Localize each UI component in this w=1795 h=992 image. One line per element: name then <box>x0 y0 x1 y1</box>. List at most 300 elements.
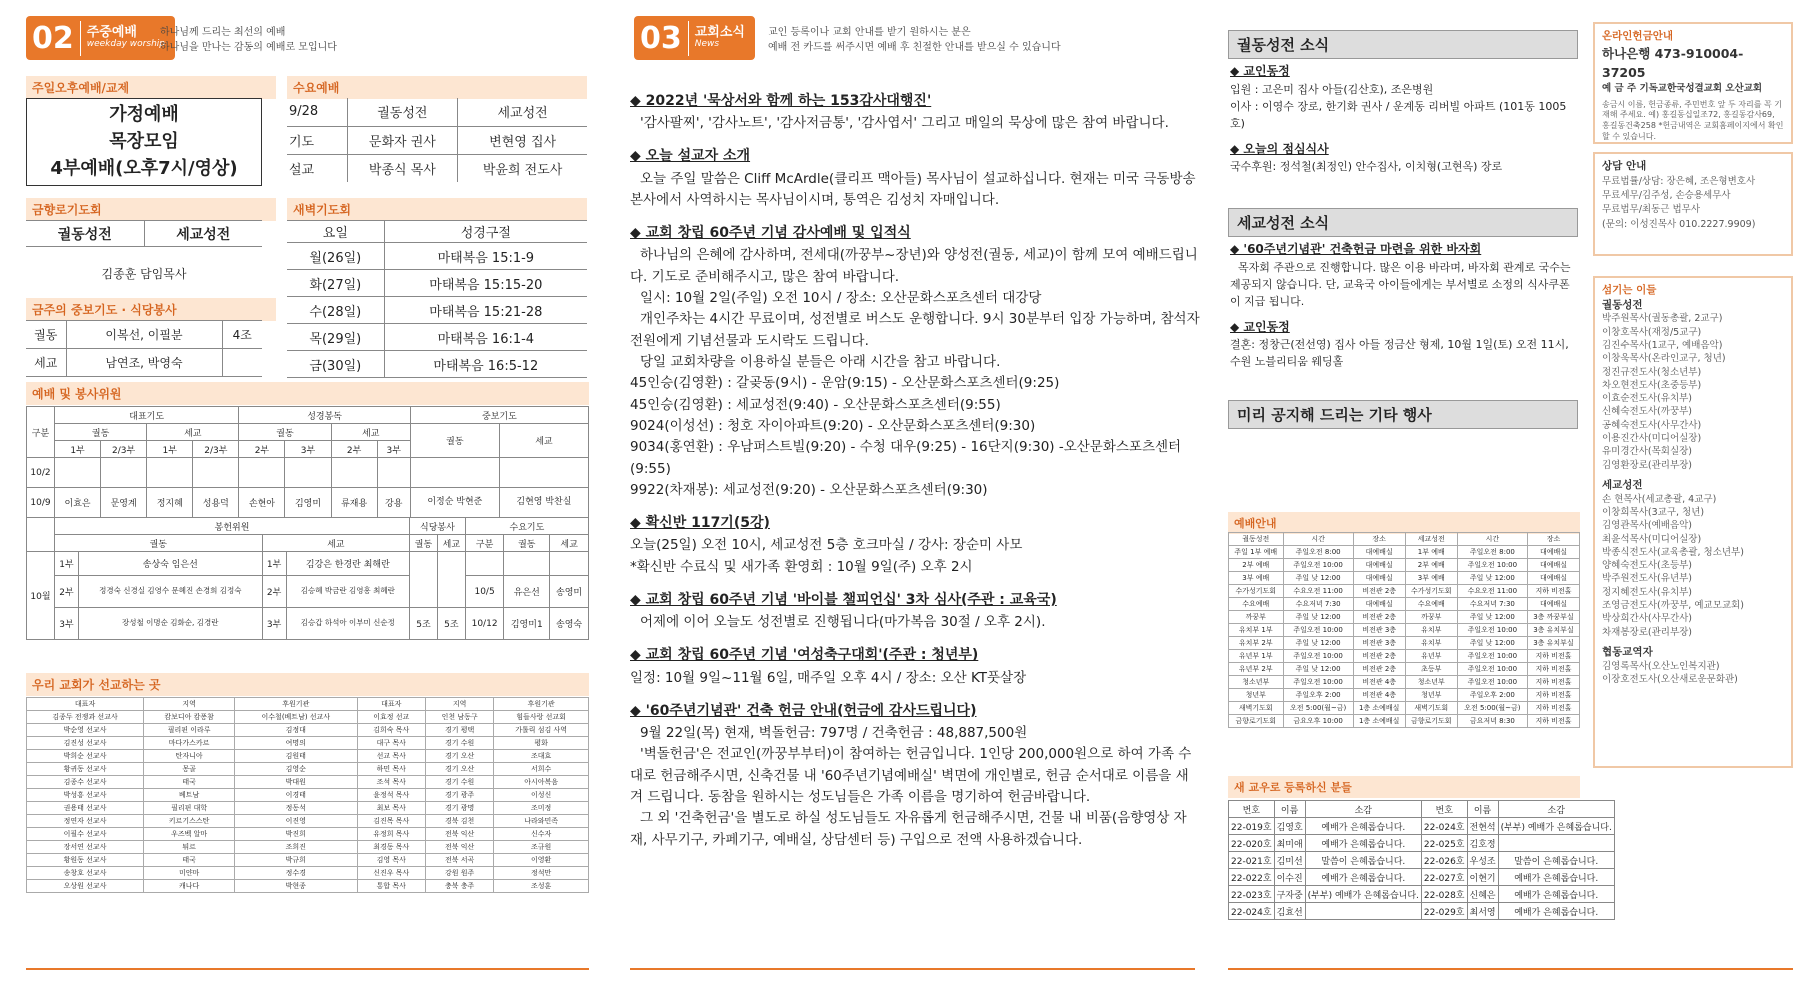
worship-cell: 주일오전 10:00 <box>1283 559 1353 572</box>
newcomer-cell: (부부) 예배가 은혜롭습니다. <box>1305 886 1421 903</box>
worship-cell: 3층 유치부실 <box>1527 637 1579 650</box>
mission-cell: 조희진 <box>235 841 358 854</box>
newcomer-cell <box>1305 903 1421 920</box>
page-03-bottom-rule <box>630 968 1195 970</box>
worship-cell: 대예배실 <box>1527 559 1579 572</box>
worship-row <box>1229 663 1580 676</box>
mission-cell: 박순영 선교사 <box>27 724 144 737</box>
worship-cell: 금요저녁 8:30 <box>1457 715 1527 728</box>
mission-cell: 김정대 <box>235 724 358 737</box>
mission-row <box>27 828 589 841</box>
mission-cell: 이경태 <box>235 789 358 802</box>
mission-cell: 이필수 선교사 <box>27 828 144 841</box>
mission-cell: 박대원 <box>235 776 358 789</box>
mission-cell: 조규원 <box>494 841 589 854</box>
worship-cell: 유치부 2부 <box>1229 637 1284 650</box>
worship-cell: 대예배실 <box>1527 546 1579 559</box>
mission-cell: 김종수 선교사 <box>27 776 144 789</box>
section-title-en: News <box>694 39 720 50</box>
worship-cell: 유년부 2부 <box>1229 663 1284 676</box>
article-line: 9922(차재봉): 세교성전(9:20) - 오산문화스포츠센터(9:30) <box>630 481 988 498</box>
worship-cell: 오전 5:00(월~금) <box>1457 702 1527 715</box>
worship-cell: 수요예배 <box>1405 598 1457 611</box>
staff-member: 김진수목사(1교구, 예배음악) <box>1602 339 1723 351</box>
worship-cell: 지하 비전홀 <box>1527 689 1579 702</box>
mission-cell: 김종두 전쟁과 선교사 <box>27 711 144 724</box>
worship-cell: 대예배실 <box>1527 572 1579 585</box>
newcomer-row <box>1229 835 1615 852</box>
newcomer-cell: 말씀이 은혜롭습니다. <box>1305 852 1421 869</box>
worship-cell: 주일오전 8:00 <box>1457 546 1527 559</box>
worship-cell: 주일오전 10:00 <box>1457 559 1527 572</box>
mission-cell: 유정희 목사 <box>357 828 425 841</box>
article-paragraph: 개인주차는 4시간 무료이며, 성전별로 버스도 운행합니다. 9시 30분부터 입장 가능하며, 참석자 전원에게 기념선물과 도시락도 드립니다. <box>630 311 1200 349</box>
section-02-badge <box>26 16 175 60</box>
newcomer-cell: 전현석 <box>1467 818 1498 835</box>
mission-cell: 조석 목사 <box>357 776 425 789</box>
article-paragraph: '벽돌헌금'은 전교인(까꿍부부터)이 참여하는 헌금입니다. 1인당 200,000원으로 하여 가족 수대로 헌금해주시면, 신축건물 내 '60주년기념예배실' 벽면에 개인별로, 헌금 순서대로 이름을 새겨 드립니다. 동참을 원하시는 성도님들은 가족 이름을 명기하여 헌금바랍니다. <box>630 746 1192 805</box>
staff-member: 김영환장로(관리부장) <box>1602 459 1693 471</box>
worship-cell: 새벽기도회 <box>1405 702 1457 715</box>
worship-cell: 주일오후 2:00 <box>1457 689 1527 702</box>
staff-member: 박상희간사(사무간사) <box>1602 613 1693 625</box>
worship-cell: 유년부 <box>1405 650 1457 663</box>
newcomer-cell: 예배가 은혜롭습니다. <box>1305 818 1421 835</box>
mission-cell: 경기 광주 <box>425 789 493 802</box>
mission-cell: 김희숙 목사 <box>357 724 425 737</box>
worship-guide-tag: 예배안내 <box>1228 512 1580 534</box>
staff-member: 신혜숙전도사(까꿍부) <box>1602 406 1693 418</box>
news-article <box>630 700 1200 851</box>
mission-cell: 박희순 선교사 <box>27 750 144 763</box>
worship-cell: 주일오후 2:00 <box>1283 689 1353 702</box>
worship-row <box>1229 702 1580 715</box>
worship-cell: 주일 1부 예배 <box>1229 546 1284 559</box>
article-heading: ◆ 확신반 117기(5강) <box>630 515 770 532</box>
worship-cell: 대예배실 <box>1527 598 1579 611</box>
mission-cell: 송창호 선교사 <box>27 867 144 880</box>
bank-account: 하나은행 473-910004-37205 <box>1602 45 1744 80</box>
mission-row <box>27 789 589 802</box>
newcomer-cell: 김영호 <box>1274 818 1305 835</box>
article-paragraph: 당일 교회차량을 이용하실 분들은 아래 시간을 참고 바랍니다. <box>640 353 1001 370</box>
worship-cell: 수가성기도회 <box>1229 585 1284 598</box>
article-heading: ◆ 교회 창립 60주년 기념 '여성축구대회'(주관 : 청년부) <box>630 647 979 664</box>
mission-cell: 정동석 <box>235 802 358 815</box>
worship-cell: 청년부 <box>1229 689 1284 702</box>
worship-cell: 지하 비전홀 <box>1527 715 1579 728</box>
mission-cell: 선교 목사 <box>357 750 425 763</box>
news-bottom-rule <box>1228 968 1793 970</box>
mission-cell: 정연자 선교사 <box>27 815 144 828</box>
staff-member: 이창호목사(재정/5교구) <box>1602 326 1702 338</box>
newcomer-cell: 최미애 <box>1274 835 1305 852</box>
mission-row <box>27 763 589 776</box>
section-intro: 하나님께 드리는 최선의 예배 하나님을 만나는 감동의 예배로 모입니다 <box>160 27 337 53</box>
mission-cell: 김영 목사 <box>357 854 425 867</box>
section-number: 02 <box>32 21 81 56</box>
mission-cell: 이효정 선교 <box>357 711 425 724</box>
newcomer-row <box>1229 852 1615 869</box>
worship-row <box>1229 637 1580 650</box>
worship-row <box>1229 676 1580 689</box>
worship-row <box>1229 559 1580 572</box>
worship-cell: 수요저녁 7:30 <box>1283 598 1353 611</box>
news-articles <box>630 90 1200 851</box>
worship-cell: 주일오전 10:00 <box>1457 650 1527 663</box>
newcomer-cell: 예배가 은혜롭습니다. <box>1498 903 1614 920</box>
newcomer-cell: 22-021호 <box>1229 852 1275 869</box>
mission-row <box>27 724 589 737</box>
worship-row <box>1229 624 1580 637</box>
mission-row <box>27 880 589 893</box>
news-article <box>630 222 1200 501</box>
worship-row <box>1229 689 1580 702</box>
article-paragraph: 그 외 '건축헌금'을 별도로 하실 성도님들도 자유롭게 헌금해주시면, 건물 내 비품(음향영상 자재, 사무기구, 카페기구, 예배실, 상담센터 등) 구입으로 전액 사용하겠습니다. <box>630 810 1187 848</box>
mission-cell: 황원동 선교사 <box>27 854 144 867</box>
newcomer-cell: 신혜은 <box>1467 886 1498 903</box>
section-intro: 교인 등록이나 교회 안내를 받기 원하시는 분은 예배 전 카드를 써주시면 예배 후 친절한 안내를 받으실 수 있습니다 <box>768 27 1061 53</box>
worship-cell: 유치부 <box>1405 624 1457 637</box>
mission-row <box>27 802 589 815</box>
section-title-en: weekday worship <box>86 39 165 50</box>
worship-cell: 초등부 <box>1405 663 1457 676</box>
mission-cell: 조성훈 <box>494 880 589 893</box>
mission-table <box>26 697 589 893</box>
worship-row <box>1229 585 1580 598</box>
usher-table: 궐동 이복선, 이필분 4조 세교 남연조, 박영숙 <box>26 320 262 377</box>
newcomer-cell: 최서영 <box>1467 903 1498 920</box>
mission-cell: 경기 평택 <box>425 724 493 737</box>
worship-cell: 비전관 3층 <box>1353 637 1405 650</box>
mission-cell: 가톨릭 섬김 사역 <box>494 724 589 737</box>
worship-cell: 금향로기도회 <box>1229 715 1284 728</box>
article-gap <box>630 633 1200 644</box>
mission-cell: 경기 수원 <box>425 737 493 750</box>
section-number: 03 <box>640 21 689 56</box>
mission-row <box>27 711 589 724</box>
worship-cell: 3층 까꿍부실 <box>1527 611 1579 624</box>
section-title: 주중예배 <box>86 24 137 40</box>
newcomer-cell: 22-029호 <box>1421 903 1467 920</box>
dawn-prayer-table: 요일 성경구절 월(26일) 마태복음 15:1-9 화(27일) 마태복음 15:15-20 수(28일) 마태복음 15:21-28 목(29일) 마태복음 16:1-4 금(30일) 마태복음 16:5-12 <box>287 220 587 378</box>
mission-tag: 우리 교회가 선교하는 곳 <box>26 673 589 696</box>
staff-member: 정진규전도사(청소년부) <box>1602 366 1702 378</box>
worship-cell: 지하 비전홀 <box>1527 650 1579 663</box>
service-committee-table: 구분 대표기도 성경봉독 중보기도 궐동 세교 궐동 세교 궐동 세교 1부 2/3부 1부 2/3부 2부 3부 2부 3부 10/2 10/9 이효은 문영계 정지혜 성용덕 손현아 김영미 류재용 강용 이정순 박현준 김현영 박찬실 봉헌위원 식당봉사 수요기도 궐동 세교 궐동 세교 구분 궐동 세교 10월 1부 송상숙 임은선 1부 김강은 한경란 최해란 2부 정경숙 신경실 김영수 문혜진 손경희 김정숙 2부 김승혜 박금란 김영흥 최혜란 10/5 유은선 송영미 3부 장성철 이명순 김화순, 김경란 3부 김승갑 하석아 이부미 신순정 5조 5조 10/12 김영미1 송영숙 <box>26 406 589 640</box>
worship-cell: 대예배실 <box>1353 559 1405 572</box>
newcomers-tag: 새 교우로 등록하신 분들 <box>1228 776 1580 798</box>
worship-cell: 금요오후 10:00 <box>1283 715 1353 728</box>
newcomer-cell: (부부) 예배가 은혜롭습니다. <box>1498 818 1614 835</box>
worship-cell: 주일 낮 12:00 <box>1283 572 1353 585</box>
news-article <box>630 589 1200 633</box>
mission-cell: 필리핀 대학 <box>144 802 235 815</box>
article-gap <box>630 501 1200 512</box>
newcomer-cell: 예배가 은혜롭습니다. <box>1498 869 1614 886</box>
newcomer-cell: 예배가 은혜롭습니다. <box>1305 869 1421 886</box>
mission-cell: 하민 목사 <box>357 763 425 776</box>
worship-cell: 청소년부 <box>1229 676 1284 689</box>
worship-cell: 대예배실 <box>1353 598 1405 611</box>
worship-cell: 까꿍부 <box>1405 611 1457 624</box>
worship-cell: 주일오전 10:00 <box>1457 624 1527 637</box>
staff-member: 조영금전도사(까꿍부, 예교모교회) <box>1602 600 1744 611</box>
newcomer-cell: 김효선 <box>1274 903 1305 920</box>
mission-cell: 이진영 <box>235 815 358 828</box>
worship-cell: 비전관 2층 <box>1353 650 1405 663</box>
article-heading: ◆ 오늘 설교자 소개 <box>630 148 751 165</box>
worship-cell: 오전 5:00(월~금) <box>1283 702 1353 715</box>
worship-cell: 수가성기도회 <box>1405 585 1457 598</box>
mission-cell: 신진우 목사 <box>357 867 425 880</box>
staff-member: 박주원전도사(유년부) <box>1602 573 1693 585</box>
worship-row <box>1229 546 1580 559</box>
newcomer-cell: 22-020호 <box>1229 835 1275 852</box>
staff-member: 공혜숙전도사(사무간사) <box>1602 419 1702 431</box>
segyo-news-body: ◆ '60주년기념관' 건축헌금 마련을 위한 바자회 목자회 주관으로 진행합니다. 많은 이용 바라며, 바자회 관계로 국수는 제공되지 않습니다. 단, 교육국 아이들에게는 부서별로 소정의 식사쿠폰이 지급 됩니다. ◆ 교인동정 결혼: 정창근(전선영) 집사 아들 정금산 형제, 10월 1일(토) 오전 11시, 수원 노블리티움 웨딩홀 <box>1230 242 1571 369</box>
worship-cell: 유치부 1부 <box>1229 624 1284 637</box>
newcomer-cell: 말씀이 은혜롭습니다. <box>1498 852 1614 869</box>
mission-cell: 필리핀 이라루 <box>144 724 235 737</box>
wed-service-table: 9/28 궐동성전 세교성전 기도 문화자 권사 변현영 집사 설교 박종식 목사 박윤희 전도사 <box>287 98 587 182</box>
worship-cell: 수요저녁 7:30 <box>1457 598 1527 611</box>
worship-cell: 2부 예배 <box>1405 559 1457 572</box>
mission-cell: 힘들사랑 선교회 <box>494 711 589 724</box>
mission-cell: 조대효 <box>494 750 589 763</box>
mission-cell: 경기 오산 <box>425 763 493 776</box>
worship-row <box>1229 598 1580 611</box>
sunday-pm-tag: 주일오후예배/교제 <box>26 76 276 99</box>
worship-cell: 2부 예배 <box>1229 559 1284 572</box>
mission-cell: 박진희 <box>235 828 358 841</box>
mission-cell: 이수철(베트남) 선교사 <box>235 711 358 724</box>
staff-member: 이창희목사(3교구, 청년) <box>1602 506 1705 518</box>
mission-cell: 경기 수원 <box>425 776 493 789</box>
mission-cell: 경기 광명 <box>425 802 493 815</box>
newcomer-cell: 김호정 <box>1467 835 1498 852</box>
worship-cell: 주일 낮 12:00 <box>1457 637 1527 650</box>
newcomer-cell: 22-027호 <box>1421 869 1467 886</box>
sunday-pm-box: 가정예배 목장모임 4부예배(오후7시/영상) <box>26 98 262 186</box>
worship-row <box>1229 650 1580 663</box>
mission-cell: 경북 김천 <box>425 815 493 828</box>
mission-cell: 전북 익산 <box>425 841 493 854</box>
staff-member: 이창욱목사(온라인교구, 청년) <box>1602 353 1726 365</box>
worship-cell: 유년부 1부 <box>1229 650 1284 663</box>
staff-member: 최윤석목사(미디어실장) <box>1602 533 1702 545</box>
worship-cell: 주일 낮 12:00 <box>1457 572 1527 585</box>
article-line: 9024(이성선) : 청호 자이아파트(9:20) - 오산문화스포츠센터(9:30) <box>630 417 1036 434</box>
worship-cell: 지하 비전홀 <box>1527 676 1579 689</box>
worship-cell: 비전관 2층 <box>1353 611 1405 624</box>
gwol-news-body: ◆ 교인동정 입원 : 고은미 집사 아들(김산호), 조은병원 이사 : 이영수 장로, 한기화 권사 / 운계동 리버빌 아파트 (101동 1005호) ◆ 오늘의 점심식사 국수후원: 정석철(최정인) 안수집사, 이치형(고현옥) 장로 <box>1230 64 1567 174</box>
mission-cell: 태국 <box>144 776 235 789</box>
mission-cell: 경기 오산 <box>425 750 493 763</box>
usher-tag: 금주의 중보기도 · 식당봉사 <box>26 298 276 321</box>
newcomer-cell: 22-019호 <box>1229 818 1275 835</box>
article-paragraph: 어제에 이어 오늘도 성전별로 진행됩니다(마가복음 30절 / 오후 2시). <box>640 614 1046 631</box>
article-paragraph: 오늘 주일 말씀은 Cliff McArdle(클리프 맥아들) 목사님이 설교하십니다. 현재는 미국 극동방송본사에서 사역하시는 목사님이시며, 통역은 김성치 자매입니다. <box>630 170 1196 208</box>
mission-cell: 황귀동 선교사 <box>27 763 144 776</box>
worship-row <box>1229 572 1580 585</box>
mission-cell: 캐나다 <box>144 880 235 893</box>
mission-cell: 신수자 <box>494 828 589 841</box>
worship-cell: 비전관 2층 <box>1353 663 1405 676</box>
etc-events-title: 미리 공지해 드리는 기타 행사 <box>1228 400 1578 429</box>
worship-cell: 주일오전 8:00 <box>1283 546 1353 559</box>
worship-cell: 주일 낮 12:00 <box>1283 637 1353 650</box>
article-line: 일정: 10월 9일~11월 6일, 매주일 오후 4시 / 장소: 오산 KT풋살장 <box>630 669 1027 686</box>
friday-prayer-tag: 금향로기도회 <box>26 198 276 221</box>
article-gap <box>630 689 1200 700</box>
newcomer-cell: 22-025호 <box>1421 835 1467 852</box>
mission-cell: 김원태 <box>235 750 358 763</box>
article-heading: ◆ 교회 창립 60주년 기념 '바이블 챌피언십' 3차 심사(주관 : 교육국) <box>630 592 1057 609</box>
staff-member: 박주원목사(궐동총괄, 2교구) <box>1602 313 1723 325</box>
mission-header: 대표자 지역 후원기관 대표자 지역 후원기관 <box>27 698 589 711</box>
worship-row <box>1229 715 1580 728</box>
worship-guide-table: 궐동성전 시간 장소 세교성전 시간 장소 주일 1부 예배 주일오전 8:00 대예배실 1부 예배 주일오전 8:00 대예배실 2부 예배 주일오전 10:00 대예배실 2부 예배 주일오전 10:00 대예배실 3부 예배 주일 낮 12:00 대예배실 3부 예배 주일 낮 12:00 대예배실 수가성기도회 수요오전 11:00 비전관 2층 수가성기도회 수요오전 11:00 지하 비전홀 수요예배 수요저녁 7:30 대예배실 수요예배 수요저녁 7:30 대예배실 까꿍부 주일 낮 12:00 비전관 2층 까꿍부 주일 낮 12:00 3층 까꿍부실 유치부 1부 주일오전 10:00 비전관 3층 유치부 주일오전 10:00 3층 유치부실 유치부 2부 주일 낮 12:00 비전관 3층 유치부 주일 낮 12:00 3층 유치부실 유년부 1부 주일오전 10:00 비전관 2층 유년부 주일오전 10:00 지하 비전홀 유년부 2부 주일 낮 12:00 비전관 2층 초등부 주일오전 10:00 지하 비전홀 청소년부 주일오전 10:00 비전관 4층 청소년부 주일오전 10:00 지하 비전홀 청년부 주일오후 2:00 비전관 4층 청년부 주일오후 2:00 지하 비전홀 새벽기도회 오전 5:00(월~금) 1층 소예배실 새벽기도회 오전 5:00(월~금) 지하 비전홀 금향로기도회 금요오후 10:00 1층 소예배실 금향로기도회 금요저녁 8:30 지하 비전홀 <box>1228 532 1580 728</box>
service-committee-tag: 예배 및 봉사위원 <box>26 382 589 405</box>
page-02-bottom-rule <box>26 968 589 970</box>
mission-cell: 마다가스카르 <box>144 737 235 750</box>
newcomer-cell: 이수진 <box>1274 869 1305 886</box>
worship-cell: 새벽기도회 <box>1229 702 1284 715</box>
mission-row <box>27 776 589 789</box>
newcomer-cell: 이현기 <box>1467 869 1498 886</box>
worship-cell: 1층 소예배실 <box>1353 702 1405 715</box>
worship-cell: 비전관 3층 <box>1353 624 1405 637</box>
mission-cell: 장서연 선교사 <box>27 841 144 854</box>
worship-cell: 비전관 2층 <box>1353 585 1405 598</box>
mission-cell: 대구 목사 <box>357 737 425 750</box>
mission-cell: 미얀마 <box>144 867 235 880</box>
mission-cell: 여명의 <box>235 737 358 750</box>
mission-cell: 박성흥 선교사 <box>27 789 144 802</box>
newcomers-table: 번호 이름 소감 번호 이름 소감 22-019호 김영호 예배가 은혜롭습니다. 22-024호 전현석 (부부) 예배가 은혜롭습니다. 22-020호 최미애 예배가 은혜롭습니다. 22-025호 김호정 22-021호 김미선 말씀이 은혜롭습니다. 22-026호 우성조 말씀이 은혜롭습니다. 22-022호 이수진 예배가 은혜롭습니다. 22-027호 이현기 예배가 은혜롭습니다. 22-023호 구자중 (부부) 예배가 은혜롭습니다. 22-028호 신혜은 예배가 은혜롭습니다. 22-024호 김효선 22-029호 최서영 예배가 은혜롭습니다. <box>1228 800 1580 920</box>
mission-row <box>27 815 589 828</box>
dawn-prayer-tag: 새벽기도회 <box>287 198 587 221</box>
worship-cell: 주일오전 10:00 <box>1283 650 1353 663</box>
newcomer-cell: 22-023호 <box>1229 886 1275 903</box>
mission-cell: 최경동 목사 <box>357 841 425 854</box>
mission-cell: 탄자니아 <box>144 750 235 763</box>
worship-cell: 지하 비전홀 <box>1527 702 1579 715</box>
article-line: 45인승(김영환) : 세교성전(9:40) - 오산문화스포츠센터(9:55) <box>630 396 1001 413</box>
newcomer-cell: 22-024호 <box>1229 903 1275 920</box>
wed-service-tag: 수요예배 <box>287 76 587 99</box>
article-heading: ◆ 2022년 '묵상서와 함께 하는 153감사대행진' <box>630 93 932 109</box>
mission-cell: 키르기스스탄 <box>144 815 235 828</box>
worship-cell: 유치부 <box>1405 637 1457 650</box>
worship-cell: 1부 예배 <box>1405 546 1457 559</box>
mission-cell: 튀르 <box>144 841 235 854</box>
newcomer-cell: 22-026호 <box>1421 852 1467 869</box>
staff-member: 차재봉장로(관리부장) <box>1602 626 1693 638</box>
mission-cell: 정석만 <box>494 867 589 880</box>
newcomer-cell <box>1498 835 1614 852</box>
news-article <box>630 512 1200 578</box>
staff-member: 김영록목사(오산노인복지관) <box>1602 660 1720 672</box>
newcomer-row <box>1229 903 1615 920</box>
friday-leader: 김종훈 담임목사 <box>101 267 187 281</box>
newcomer-row <box>1229 869 1615 886</box>
worship-cell: 지하 비전홀 <box>1527 663 1579 676</box>
worship-cell: 지하 비전홀 <box>1527 585 1579 598</box>
mission-cell: 박현종 <box>235 880 358 893</box>
mission-cell: 전북 서곡 <box>425 854 493 867</box>
mission-cell: 윤정석 목사 <box>357 789 425 802</box>
staff-member: 박종식전도사(교육총괄, 청소년부) <box>1602 546 1744 558</box>
worship-row <box>1229 611 1580 624</box>
gwol-news-title: 궐동성전 소식 <box>1228 30 1578 59</box>
mission-cell: 우즈벡 알마 <box>144 828 235 841</box>
worship-cell: 대예배실 <box>1353 572 1405 585</box>
worship-cell: 주일오전 10:00 <box>1283 624 1353 637</box>
worship-cell: 수요오전 11:00 <box>1457 585 1527 598</box>
mission-cell: 통합 목사 <box>357 880 425 893</box>
worship-cell: 대예배실 <box>1353 546 1405 559</box>
worship-cell: 청소년부 <box>1405 676 1457 689</box>
news-article <box>630 644 1200 688</box>
mission-cell: 김진성 선교사 <box>27 737 144 750</box>
newcomer-cell: 예배가 은혜롭습니다. <box>1305 835 1421 852</box>
news-article <box>630 90 1200 134</box>
worship-cell: 비전관 4층 <box>1353 676 1405 689</box>
article-paragraph: 9월 22일(목) 현재, 벽돌헌금: 797명 / 건축헌금 : 48,887,500원 <box>640 725 1028 741</box>
mission-cell: 오상원 선교사 <box>27 880 144 893</box>
staff-box: 섬기는 이들 궐동성전 박주원목사(궐동총괄, 2교구) 이창호목사(재정/5교구) 김진수목사(1교구, 예배음악) 이창욱목사(온라인교구, 청년) 정진규전도사(청소년부) 차오현전도사(초중등부) 이효순전도사(유치부) 신혜숙전도사(까꿍부) 공혜숙전도사(사무간사) 이용진간사(미디어실장) 유미경간사(목회실장) 김영환장로(관리부장) 세교성전 손 현목사(세교총괄, 4교구) 이창희목사(3교구, 청년) 김영관목사(예배음악) 최윤석목사(미디어실장) 박종식전도사(교육총괄, 청소년부) 양혜숙전도사(초등부) 박주원전도사(유년부) 정지혜전도사(유치부) 조영금전도사(까꿍부, 예교모교회) 박상희간사(사무간사) 차재봉장로(관리부장) 협동교역자 김영록목사(오산노인복지관) 이장호전도사(오산새로운문화관) <box>1593 276 1793 768</box>
newcomer-cell: 22-028호 <box>1421 886 1467 903</box>
article-line: 9034(홍연환) : 우남퍼스트빌(9:20) - 수청 대우(9:25) - 16단지(9:30) -오산문화스포츠센터(9:55) <box>630 439 1182 477</box>
article-paragraph: 하나님의 은혜에 감사하며, 전세대(까꿍부~장년)와 양성전(궐동, 세교)이 함께 모여 예배드립니다. 기도로 준비해주시고, 많은 참여 바랍니다. <box>630 247 1198 285</box>
mission-cell: 김영순 <box>235 763 358 776</box>
mission-row <box>27 867 589 880</box>
staff-member: 이효순전도사(유치부) <box>1602 393 1693 405</box>
article-line: 45인승(김영환) : 갈곶동(9시) - 운암(9:15) - 오산문화스포츠센터(9:25) <box>630 375 1060 392</box>
mission-cell: 캄보디아 캄퐁참 <box>144 711 235 724</box>
article-paragraph: 일시: 10월 2일(주일) 오전 10시 / 장소: 오산문화스포츠센터 대강당 <box>640 289 1042 306</box>
worship-cell: 3부 예배 <box>1405 572 1457 585</box>
worship-cell: 비전관 4층 <box>1353 689 1405 702</box>
mission-cell: 서희수 <box>494 763 589 776</box>
newcomer-cell: 김미선 <box>1274 852 1305 869</box>
staff-member: 정지혜전도사(유치부) <box>1602 586 1693 598</box>
article-heading: ◆ 교회 창립 60주년 기념 감사예배 및 입적식 <box>630 225 911 242</box>
article-line: 오늘(25일) 오전 10시, 세교성전 5층 호크마실 / 강사: 장순미 사모 <box>630 537 1023 554</box>
worship-cell: 주일 낮 12:00 <box>1457 611 1527 624</box>
counsel-box: 상담 안내 무료법률/상담: 장은혜, 조은형변호사 무료세무/김주성, 손승용세무사 무료법무/최동근 법무사 (문의: 이성진목사 010.2227.9909) <box>1593 152 1793 256</box>
newcomer-row <box>1229 818 1615 835</box>
mission-cell: 강원 원주 <box>425 867 493 880</box>
staff-member: 이용진간사(미디어실장) <box>1602 433 1702 445</box>
mission-cell: 박규희 <box>235 854 358 867</box>
article-paragraph: '감사팔찌', '감사노트', '감사저금통', '감사엽서' 그리고 매일의 묵상에 많은 참여 바랍니다. <box>640 115 1169 132</box>
worship-cell: 주일오전 10:00 <box>1457 676 1527 689</box>
article-gap <box>630 578 1200 589</box>
mission-cell: 몽골 <box>144 763 235 776</box>
mission-cell: 아시아복음 <box>494 776 589 789</box>
friday-prayer-table: 궐동성전 세교성전 김종훈 담임목사 <box>26 220 262 282</box>
mission-cell: 인천 남동구 <box>425 711 493 724</box>
mission-cell: 전북 익산 <box>425 828 493 841</box>
worship-cell: 3층 유치부실 <box>1527 624 1579 637</box>
worship-cell: 까꿍부 <box>1229 611 1284 624</box>
mission-cell: 충북 충주 <box>425 880 493 893</box>
worship-cell: 3부 예배 <box>1229 572 1284 585</box>
news-article <box>630 145 1200 211</box>
